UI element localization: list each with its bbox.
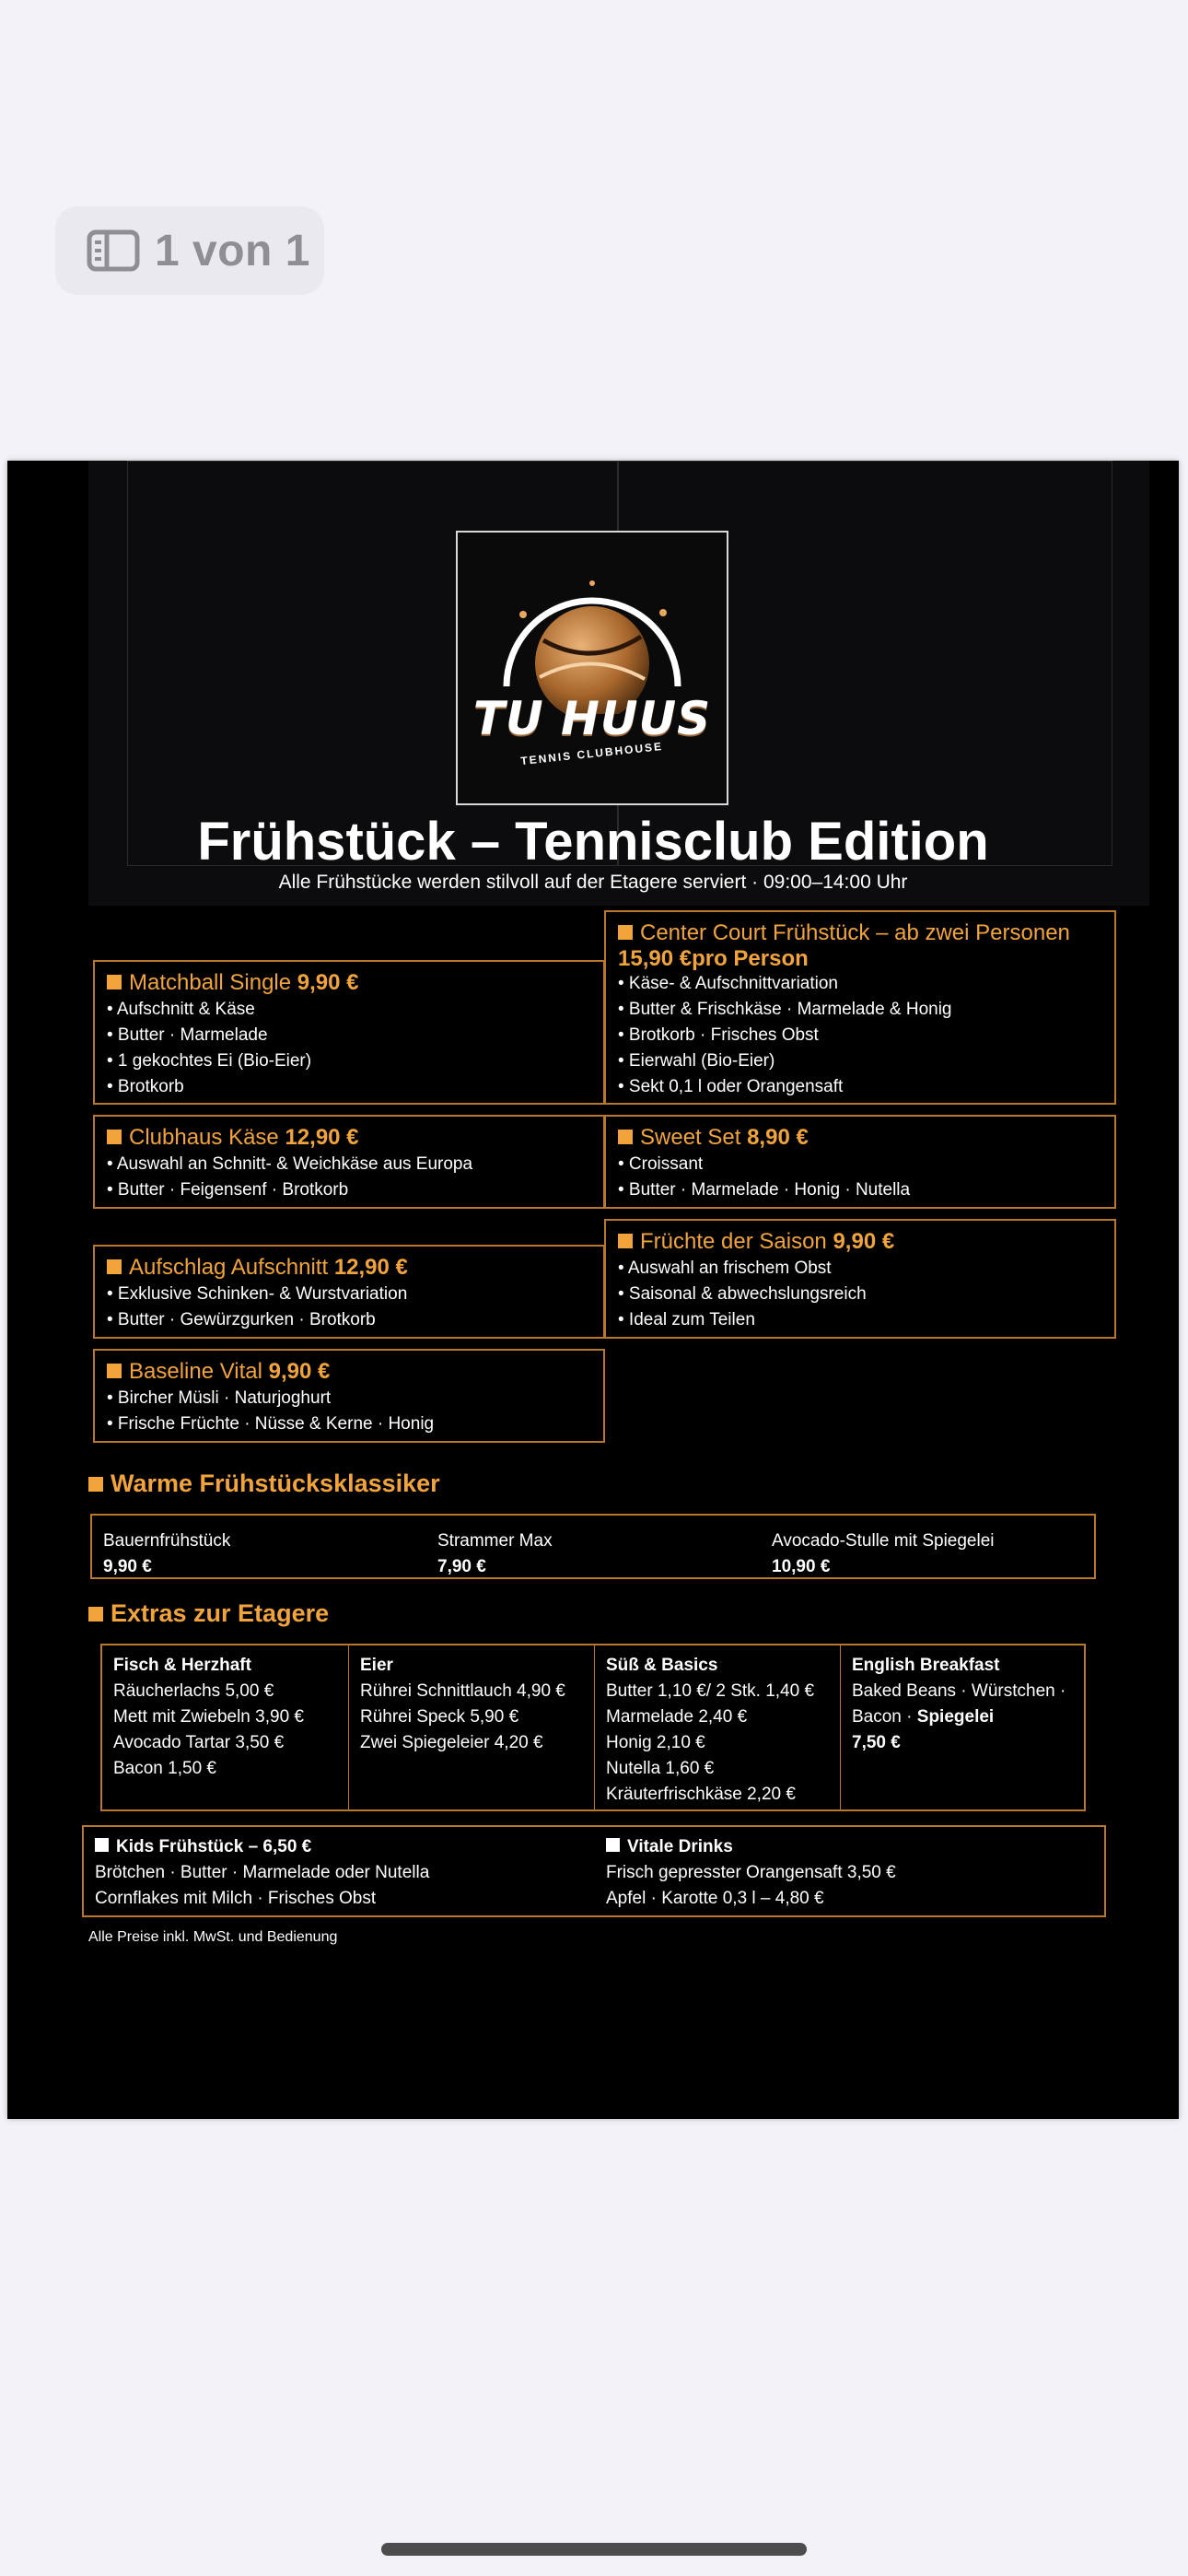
- page-count: 1 von 1: [155, 226, 310, 275]
- menu-item-line: • Brotkorb: [107, 1077, 184, 1096]
- menu-item-title: Früchte der Saison 9,90 €: [618, 1228, 1102, 1256]
- drinks-line: Frisch gepresster Orangensaft 3,50 €: [606, 1863, 896, 1882]
- square-bullet-icon: [107, 1130, 122, 1144]
- menu-item-title: Sweet Set 8,90 €: [618, 1124, 1102, 1152]
- extras-price: 7,50 €: [852, 1733, 901, 1752]
- kids-title: Kids Frühstück – 6,50 €: [95, 1837, 311, 1856]
- logo-subtitle: TENNIS CLUBHOUSE: [520, 739, 664, 768]
- menu-item-line: • Butter · Feigensenf · Brotkorb: [107, 1180, 349, 1200]
- menu-item-matchball-single: [93, 960, 605, 1105]
- warm-dish: [772, 1528, 995, 1580]
- extras-line: Mett mit Zwiebeln 3,90 €: [113, 1707, 304, 1727]
- menu-item-line: • Croissant: [618, 1154, 704, 1174]
- club-logo: [456, 531, 728, 805]
- menu-document[interactable]: [7, 461, 1179, 2119]
- square-bullet-icon: [618, 925, 633, 940]
- menu-item-title: Aufschlag Aufschnitt 12,90 €: [107, 1254, 591, 1282]
- extras-table: [100, 1644, 1086, 1811]
- extras-line: Räucherlachs 5,00 €: [113, 1681, 274, 1701]
- extras-line: Baked Beans · Würstchen ·: [852, 1681, 1066, 1701]
- warm-dishes-table: [90, 1514, 1096, 1579]
- menu-item-line: • Butter & Frischkäse · Marmelade & Honig: [618, 1000, 952, 1019]
- warm-dish: [437, 1528, 553, 1580]
- dish-price: 10,90 €: [772, 1557, 831, 1576]
- menu-item-title: Center Court Frühstück – ab zwei Personen: [618, 919, 1102, 947]
- menu-item-line: • Brotkorb · Frisches Obst: [618, 1025, 819, 1045]
- kids-breakfast: [84, 1827, 595, 1915]
- extras-column-fisch: [102, 1645, 348, 1809]
- square-bullet-icon: [606, 1838, 620, 1852]
- extras-column-title: English Breakfast: [852, 1656, 1000, 1675]
- menu-item-clubhaus-kaese: [93, 1115, 605, 1209]
- menu-item-line: • Butter · Marmelade: [107, 1025, 268, 1045]
- menu-item-line: • Exklusive Schinken- & Wurstvariation: [107, 1284, 408, 1304]
- square-bullet-icon: [618, 1130, 633, 1144]
- menu-item-line: • Bircher Müsli · Naturjoghurt: [107, 1388, 332, 1408]
- square-bullet-icon: [88, 1477, 103, 1492]
- home-indicator[interactable]: [381, 2543, 807, 2556]
- extras-column-suess: [594, 1645, 840, 1809]
- menu-item-line: • Butter · Marmelade · Honig · Nutella: [618, 1180, 911, 1200]
- extras-line: Marmelade 2,40 €: [606, 1707, 748, 1727]
- extras-column-title: Eier: [360, 1656, 393, 1675]
- menu-item-line: • Käse- & Aufschnittvariation: [618, 974, 838, 993]
- section-heading-warm: Warme Frühstücksklassiker: [88, 1469, 440, 1498]
- menu-item-price: 15,90 €pro Person: [618, 946, 809, 971]
- section-heading-extras: Extras zur Etagere: [88, 1599, 329, 1628]
- menu-item-line: • Saisonal & abwechslungsreich: [618, 1284, 867, 1304]
- extras-line: Butter 1,10 €/ 2 Stk. 1,40 €: [606, 1681, 815, 1701]
- extras-line: Rührei Speck 5,90 €: [360, 1707, 519, 1727]
- kids-line: Cornflakes mit Milch · Frisches Obst: [95, 1889, 377, 1908]
- extras-line: Avocado Tartar 3,50 €: [113, 1733, 285, 1752]
- warm-dish: [103, 1528, 230, 1580]
- dish-price: 7,90 €: [437, 1557, 486, 1576]
- extras-column-eier: [348, 1645, 594, 1809]
- menu-item-baseline-vital: [93, 1349, 605, 1443]
- dish-name: Strammer Max: [437, 1531, 553, 1551]
- vital-drinks: [595, 1827, 1106, 1915]
- menu-item-title: Clubhaus Käse 12,90 €: [107, 1124, 591, 1152]
- square-bullet-icon: [95, 1838, 109, 1852]
- page-subtitle: Alle Frühstücke werden stilvoll auf der Etagere serviert · 09:00–14:00 Uhr: [278, 872, 908, 893]
- page-indicator[interactable]: [55, 206, 324, 295]
- square-bullet-icon: [107, 1364, 122, 1378]
- square-bullet-icon: [88, 1607, 103, 1622]
- drinks-title: Vitale Drinks: [606, 1837, 733, 1856]
- extras-line: Zwei Spiegeleier 4,20 €: [360, 1733, 543, 1752]
- extras-line: Kräuterfrischkäse 2,20 €: [606, 1785, 796, 1804]
- extras-line: Bacon · Spiegelei: [852, 1707, 995, 1727]
- menu-item-sweet-set: [604, 1115, 1116, 1209]
- dish-name: Avocado-Stulle mit Spiegelei: [772, 1531, 995, 1551]
- menu-item-aufschlag-aufschnitt: [93, 1245, 605, 1339]
- extras-line: Bacon 1,50 €: [113, 1759, 216, 1778]
- sidebar-icon: [87, 229, 140, 272]
- menu-item-line: • 1 gekochtes Ei (Bio-Eier): [107, 1051, 312, 1071]
- kids-and-drinks-box: [82, 1825, 1106, 1917]
- dish-price: 9,90 €: [103, 1557, 152, 1576]
- menu-item-line: • Aufschnitt & Käse: [107, 1000, 255, 1019]
- menu-item-line: • Eierwahl (Bio-Eier): [618, 1051, 775, 1071]
- extras-line: Nutella 1,60 €: [606, 1759, 715, 1778]
- extras-column-english: [840, 1645, 1086, 1809]
- dish-name: Bauernfrühstück: [103, 1531, 231, 1551]
- square-bullet-icon: [107, 975, 122, 989]
- menu-item-line: • Auswahl an frischem Obst: [618, 1259, 832, 1278]
- price-footnote: Alle Preise inkl. MwSt. und Bedienung: [88, 1929, 338, 1945]
- extras-column-title: Fisch & Herzhaft: [113, 1656, 251, 1675]
- page-title: Frühstück – Tennisclub Edition: [197, 812, 989, 872]
- kids-line: Brötchen · Butter · Marmelade oder Nutella: [95, 1863, 430, 1882]
- menu-item-center-court: [604, 910, 1116, 1105]
- menu-item-fruechte-der-saison: [604, 1219, 1116, 1339]
- menu-item-line: • Frische Früchte · Nüsse & Kerne · Honig: [107, 1414, 435, 1434]
- drinks-line: Apfel · Karotte 0,3 l – 4,80 €: [606, 1889, 824, 1908]
- extras-line: Rührei Schnittlauch 4,90 €: [360, 1681, 565, 1701]
- menu-item-line: • Ideal zum Teilen: [618, 1310, 755, 1329]
- extras-line: Honig 2,10 €: [606, 1733, 705, 1752]
- menu-item-line: • Sekt 0,1 l oder Orangensaft: [618, 1077, 844, 1096]
- menu-item-line: • Auswahl an Schnitt- & Weichkäse aus Europa: [107, 1154, 473, 1174]
- menu-item-title: Matchball Single 9,90 €: [107, 969, 591, 997]
- menu-item-line: • Butter · Gewürzgurken · Brotkorb: [107, 1310, 376, 1329]
- logo-wordmark: TU HUUS: [472, 692, 712, 745]
- extras-column-title: Süß & Basics: [606, 1656, 718, 1675]
- square-bullet-icon: [618, 1234, 633, 1248]
- menu-item-title: Baseline Vital 9,90 €: [107, 1358, 591, 1386]
- square-bullet-icon: [107, 1259, 122, 1274]
